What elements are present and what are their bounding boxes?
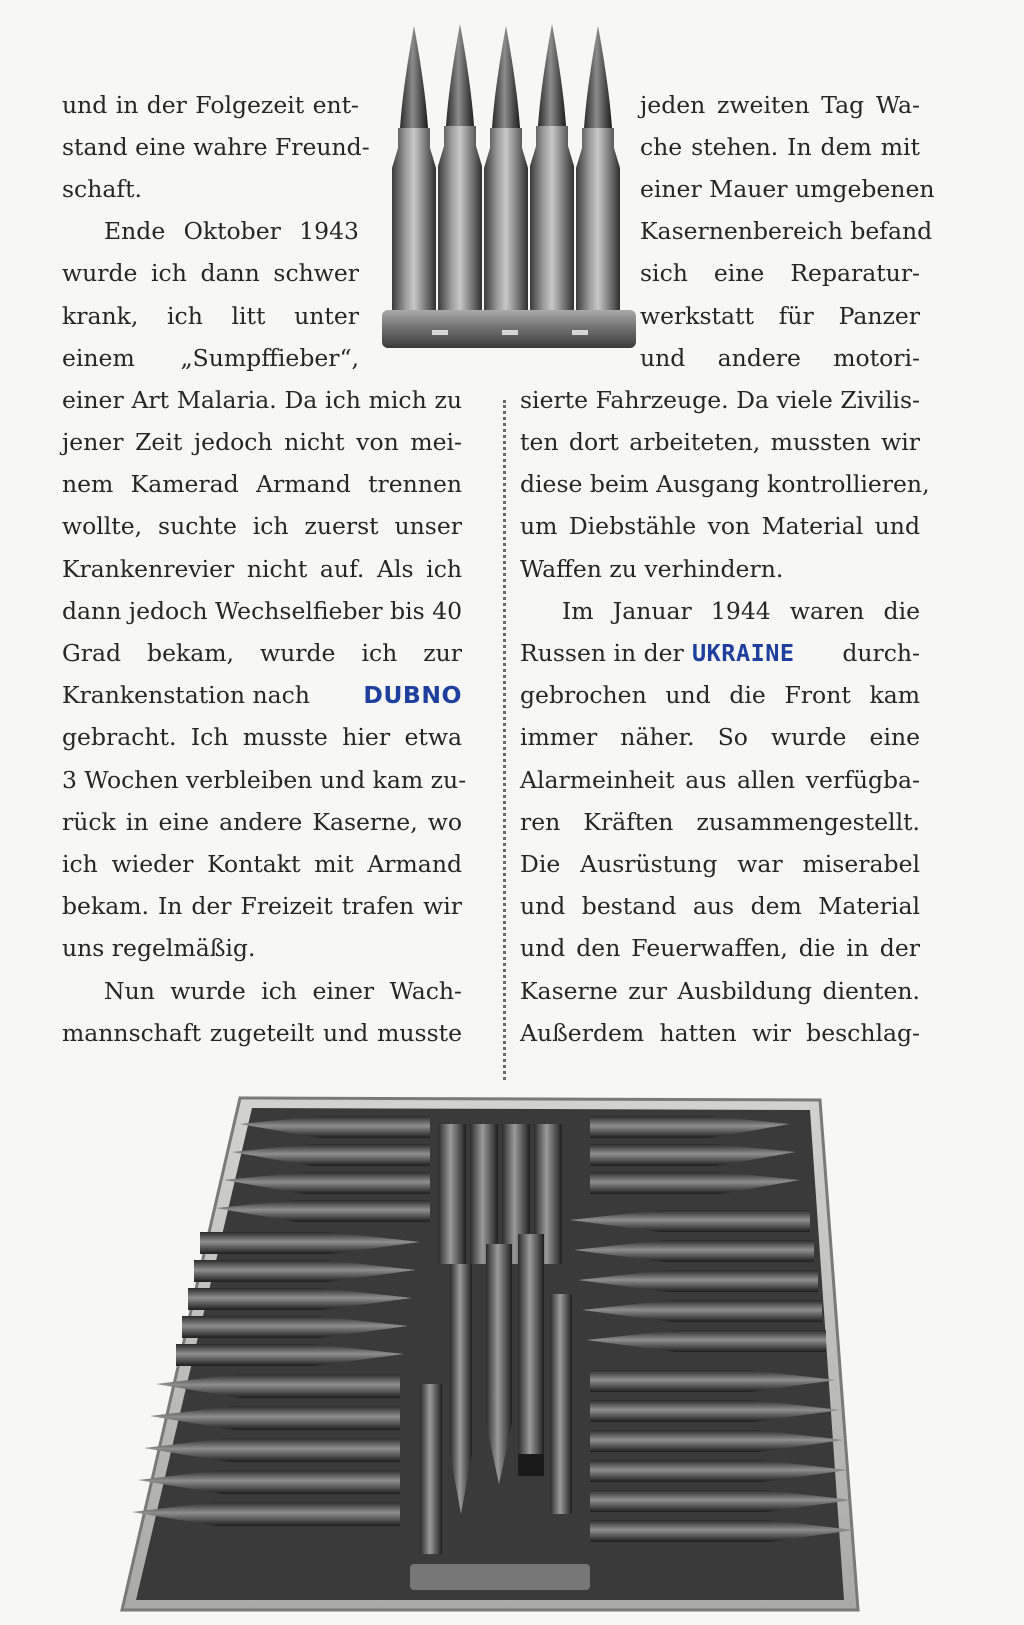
cartridge-row-right-upper <box>590 1116 800 1194</box>
cartridge-4 <box>530 24 574 318</box>
text-line: und den Feuerwaffen, die in der <box>520 934 920 962</box>
text-line: nem Kamerad Armand trennen <box>62 470 462 498</box>
text-line: uns regelmäßig. <box>62 934 256 962</box>
place-name-ukraine: UKRAINE <box>692 639 795 667</box>
text-line: einem „Sumpffieber“, <box>62 344 359 372</box>
text-line: Krankenrevier nicht auf. Als ich <box>62 555 462 583</box>
text-line: ich wieder Kontakt mit Armand <box>62 850 462 878</box>
text-line: einer Mauer umgebenen <box>640 175 935 203</box>
text-line: Waffen zu verhindern. <box>520 555 784 583</box>
ammunition-box-photo <box>120 1094 860 1612</box>
text-line: Kaserne zur Ausbildung dienten. <box>520 977 920 1005</box>
text-line: wollte, suchte ich zuerst unser <box>62 512 462 540</box>
stripper-clip-bottom <box>410 1564 590 1590</box>
text-line: bekam. In der Freizeit trafen wir <box>62 892 462 920</box>
text-line: Nun wurde ich einer Wach- <box>104 977 462 1005</box>
text-line: sich eine Reparatur- <box>640 259 920 287</box>
text-line: Kasernenbereich befand <box>640 217 933 245</box>
text-line: jeden zweiten Tag Wa- <box>640 91 920 119</box>
cartridge-1 <box>392 26 436 318</box>
text-line: sierte Fahrzeuge. Da viele Zivilis- <box>520 386 920 414</box>
text-line: und andere motori- <box>640 344 920 372</box>
stripper-clip <box>382 310 636 348</box>
text-line: wurde ich dann schwer <box>62 259 359 287</box>
place-name-dubno: DUBNO <box>363 681 462 709</box>
text-line: Außerdem hatten wir beschlag- <box>520 1019 920 1047</box>
text-line: Ende Oktober 1943 <box>104 217 359 245</box>
text-line: einer Art Malaria. Da ich mich zu <box>62 386 462 414</box>
text-line: rück in eine andere Kaserne, wo <box>62 808 462 836</box>
text-line: dann jedoch Wechselfieber bis 40 <box>62 597 463 625</box>
cartridge-5 <box>576 26 620 318</box>
text-line: mannschaft zugeteilt und musste <box>62 1019 462 1047</box>
text-line: durch- <box>842 639 920 667</box>
text-line: Im Januar 1944 waren die <box>562 597 920 625</box>
text-line: immer näher. So wurde eine <box>520 723 920 751</box>
text-line: diese beim Ausgang kontrollieren, <box>520 470 930 498</box>
text-span: Krankenstation nach <box>62 681 310 709</box>
text-line: Russen in der <box>520 639 684 667</box>
text-line: stand eine wahre Freund- <box>62 133 370 161</box>
text-line: ten dort arbeiteten, mussten wir <box>520 428 920 456</box>
column-divider <box>503 400 506 1080</box>
text-line: Alarmeinheit aus allen verfügba- <box>520 766 920 794</box>
text-line: schaft. <box>62 175 142 203</box>
text-line: krank, ich litt unter <box>62 302 359 330</box>
text-line: jener Zeit jedoch nicht von mei- <box>62 428 462 456</box>
cartridge-3 <box>484 26 528 318</box>
text-line: 3 Wochen verbleiben und kam zu- <box>62 766 467 794</box>
text-line: und bestand aus dem Material <box>520 892 920 920</box>
text-line: um Diebstähle von Material und <box>520 512 920 540</box>
cartridge-2 <box>438 24 482 318</box>
text-line: ren Kräften zusammengestellt. <box>520 808 920 836</box>
text-line: gebracht. Ich musste hier etwa <box>62 723 462 751</box>
text-line: werkstatt für Panzer <box>640 302 920 330</box>
text-line: Die Ausrüstung war miserabel <box>520 850 920 878</box>
text-line: che stehen. In dem mit <box>640 133 920 161</box>
text-line: gebrochen und die Front kam <box>520 681 920 709</box>
text-line: und in der Folgezeit ent- <box>62 91 359 119</box>
cartridge-clip-photo <box>382 18 638 358</box>
text-line: Grad bekam, wurde ich zur <box>62 639 462 667</box>
